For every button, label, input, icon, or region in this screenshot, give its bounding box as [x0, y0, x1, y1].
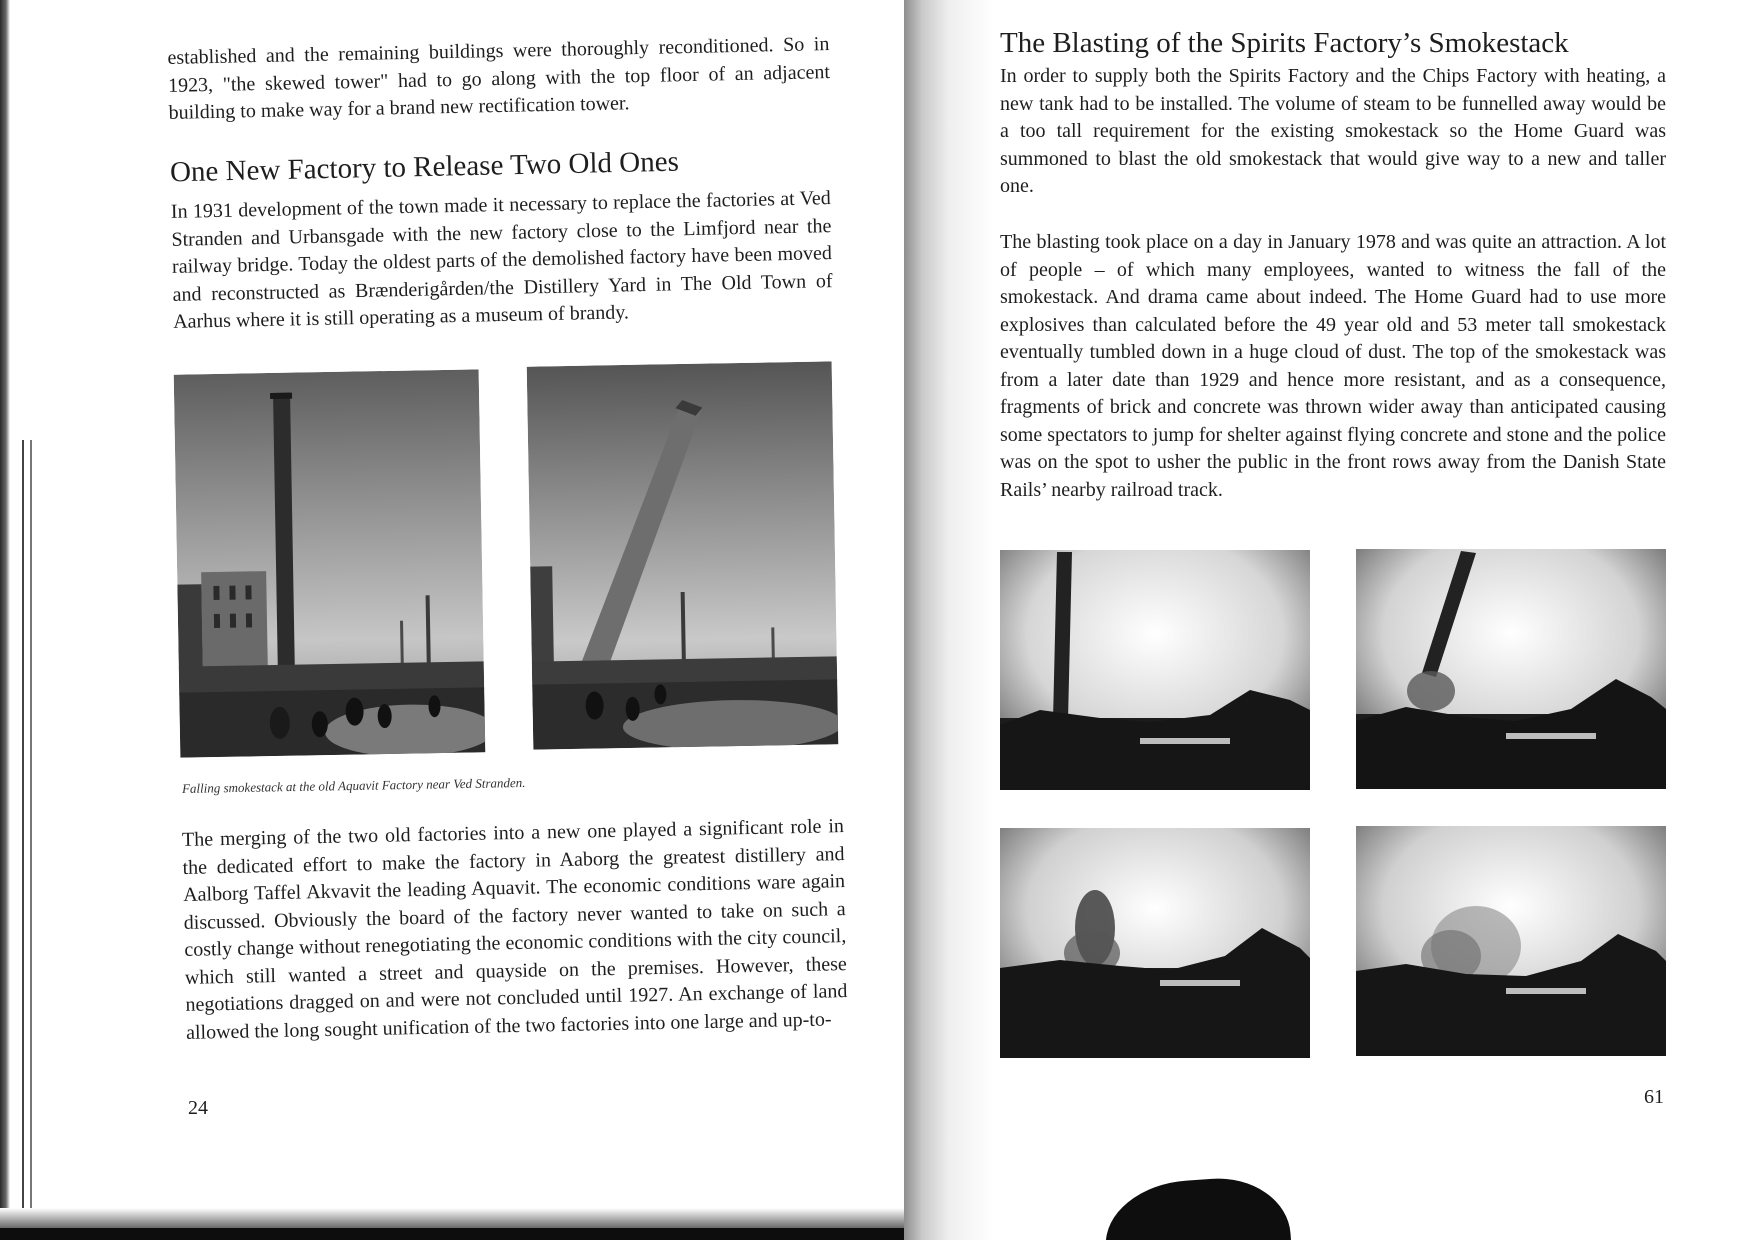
blasting-photo-3 [1000, 828, 1310, 1058]
page-edge-shadow [0, 0, 10, 1240]
page-edge-lines [18, 440, 38, 1240]
standing-smokestack-photo [174, 369, 486, 757]
intro-paragraph: established and the remaining buildings were thoroughly reconditioned. So in 1923, "the skewed tower" had to go along with the top floor of an adjacent building to make way for a brand new rectification tower. [167, 33, 831, 124]
photo-caption: Falling smokestack at the old Aquavit Factory near Ved Stranden. [181, 775, 526, 796]
right-page-number: 61 [1644, 1086, 1664, 1108]
right-section-heading: The Blasting of the Spirits Factory’s Smokestack [1000, 27, 1569, 59]
right-paragraph-2: The blasting took place on a day in January 1978 and was quite an attraction. A lot of people – of which many employees, wanted to witness the fall of the smokestack. And drama came about indeed. The Home Guard had to use more explosives than calculated before the 49 year old and 53 meter tall smokestack eventually tumbled down in a huge cloud of dust. The top of the smokestack was from a later date than 1929 and hence more resistant, and as a consequence, fragments of brick and concrete was thrown wider away than anticipated causing some spectators to jump for shelter against flying concrete and stone and the police was on the spot to usher the public in the front rows away from the Danish State Rails’ nearby railroad track. [1000, 231, 1666, 501]
blasting-photo-4 [1356, 826, 1666, 1056]
falling-smokestack-photo [527, 361, 839, 749]
dark-shadow-blob [1102, 1174, 1291, 1240]
section-paragraph: In 1931 development of the town made it necessary to replace the factories at Ved Stranden and Urbansgade with the new factory close to the Limfjord near the railway bridge. Today the oldest parts of the demolished factory have been moved and reconstructed as Brænderigården/the Distillery Yard in The Old Town of Aarhus where it is still operating as a museum of brandy. [170, 187, 833, 333]
right-page [904, 0, 1754, 1240]
page-bottom-shadow [0, 1208, 904, 1228]
blasting-photo-2 [1356, 549, 1666, 789]
right-paragraph-1: In order to supply both the Spirits Factory and the Chips Factory with heating, a new tank had to be installed. The volume of steam to be funnelled away would be a too tall requirement for the existing smokestack so the Home Guard was summoned to blast the old smokestack that would give way to a new and taller one. [1000, 65, 1666, 197]
section-heading: One New Factory to Release Two Old Ones [169, 145, 680, 189]
left-page-number: 24 [188, 1097, 208, 1119]
closing-paragraph: The merging of the two old factories into a new one played a significant role in the dedicated effort to make the factory in Aaborg the greatest distillery and Aalborg Taffel Akvavit the leading Aquavit. The economic conditions ware again discussed. Obviously the board of the factory never wanted to take on such a costly change without renegotiating the economic conditions with the city council, which still wanted a street and quayside on the premises. However, these negotiations dragged on and were not concluded until 1927. An exchange of land allowed the long sought unification of the two factories into one large and up-to- [181, 815, 848, 1044]
blasting-photo-1 [1000, 550, 1310, 790]
page-bottom-edge [0, 1228, 904, 1240]
